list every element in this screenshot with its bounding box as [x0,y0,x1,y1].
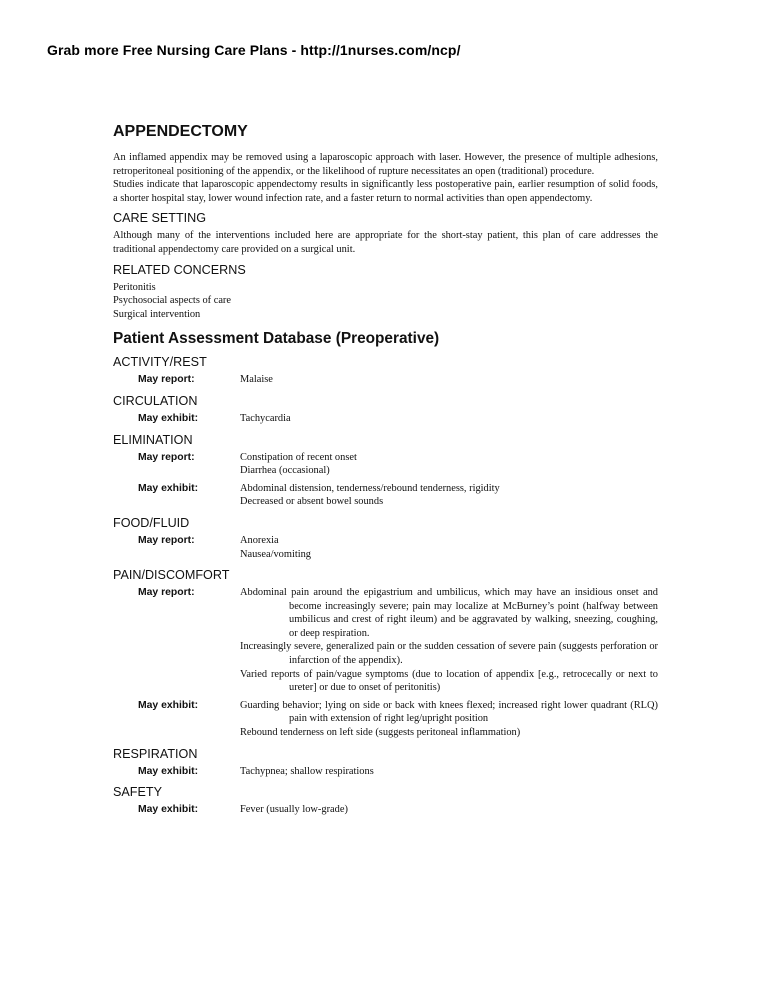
may-exhibit-label: May exhibit: [138,804,199,816]
finding-item: Rebound tenderness on left side (suggests peritoneal inflammation) [240,727,521,739]
exhibit-row [113,803,658,817]
may-exhibit-label: May exhibit: [138,765,199,777]
may-report-label: May report: [138,534,195,546]
intro-paragraph: An inflamed appendix may be removed using a laparoscopic approach with laser. However, the presence of multiple adhesions, retroperitoneal positioning of the appendix, or the likelihood of rupture necessitates an open (traditional) procedure. [113,152,658,177]
page-banner: Grab more Free Nursing Care Plans - http://1nurses.com/ncp/ [47,42,461,58]
report-row [113,586,658,695]
finding-item: Constipation of recent onset [240,451,357,463]
exhibit-row [113,699,658,740]
finding-item: Nausea/vomiting [240,548,311,560]
exhibit-row [113,482,658,509]
may-report-label: May report: [138,587,195,599]
may-report-label: May report: [138,451,195,463]
finding-item: Malaise [240,374,273,386]
category-heading-elimination: ELIMINATION [113,432,193,447]
may-exhibit-label: May exhibit: [138,412,199,424]
care-setting-heading: CARE SETTING [113,211,207,226]
category-heading-food-fluid: FOOD/FLUID [113,515,190,530]
category-heading-activity-rest: ACTIVITY/REST [113,355,207,370]
finding-item: Anorexia [240,534,279,546]
may-exhibit-label: May exhibit: [138,482,199,494]
report-row [113,373,658,387]
related-concern-item: Psychosocial aspects of care [113,295,232,307]
document-body [113,123,658,821]
finding-item: Abdominal pain around the epigastrium and umbilicus, which may have an insidious onset and become increasingly severe; pain may localize at McBurney’s point (halfway between umbilicus and crest of right ileum) and be aggravated by walking, sneezing, coughing, or deep respiration. [240,587,658,639]
finding-item: Guarding behavior; lying on side or back with knees flexed; increased right lower quadrant (RLQ) pain with extension of right leg/upright position [240,699,658,725]
exhibit-row [113,412,658,426]
exhibit-row [113,765,658,779]
category-heading-respiration: RESPIRATION [113,746,198,761]
finding-item: Fever (usually low-grade) [240,804,348,816]
page-title: APPENDECTOMY [113,123,248,140]
finding-item: Increasingly severe, generalized pain or the sudden cessation of severe pain (suggests perforation or infarction of the appendix). [240,641,658,667]
finding-item: Varied reports of pain/vague symptoms (due to location of appendix [e.g., retrocecally or next to ureter] or due to onset of peritonitis) [240,668,658,694]
report-row [113,451,658,478]
may-report-label: May report: [138,374,195,386]
related-concerns-heading: RELATED CONCERNS [113,262,246,277]
finding-item: Tachypnea; shallow respirations [240,765,374,777]
care-setting-text: Although many of the interventions included here are appropriate for the short-stay patient, this plan of care addresses the traditional appendectomy care provided on a surgical unit. [113,230,658,255]
database-title: Patient Assessment Database (Preoperative) [113,330,440,348]
report-row [113,534,658,561]
finding-item: Abdominal distension, tenderness/rebound tenderness, rigidity [240,482,500,494]
category-heading-safety: SAFETY [113,785,162,800]
may-exhibit-label: May exhibit: [138,699,199,711]
related-concern-item: Surgical intervention [113,308,201,320]
category-heading-pain-discomfort: PAIN/DISCOMFORT [113,568,230,583]
category-heading-circulation: CIRCULATION [113,393,198,408]
finding-item: Decreased or absent bowel sounds [240,496,384,508]
intro-paragraph: Studies indicate that laparoscopic appendectomy results in significantly less postoperative pain, earlier resumption of solid foods, a shorter hospital stay, lower wound infection rate, and a faster return to normal activities than open appendectomy. [113,179,658,204]
finding-item: Diarrhea (occasional) [240,465,330,477]
related-concern-item: Peritonitis [113,281,156,293]
finding-item: Tachycardia [240,412,291,424]
